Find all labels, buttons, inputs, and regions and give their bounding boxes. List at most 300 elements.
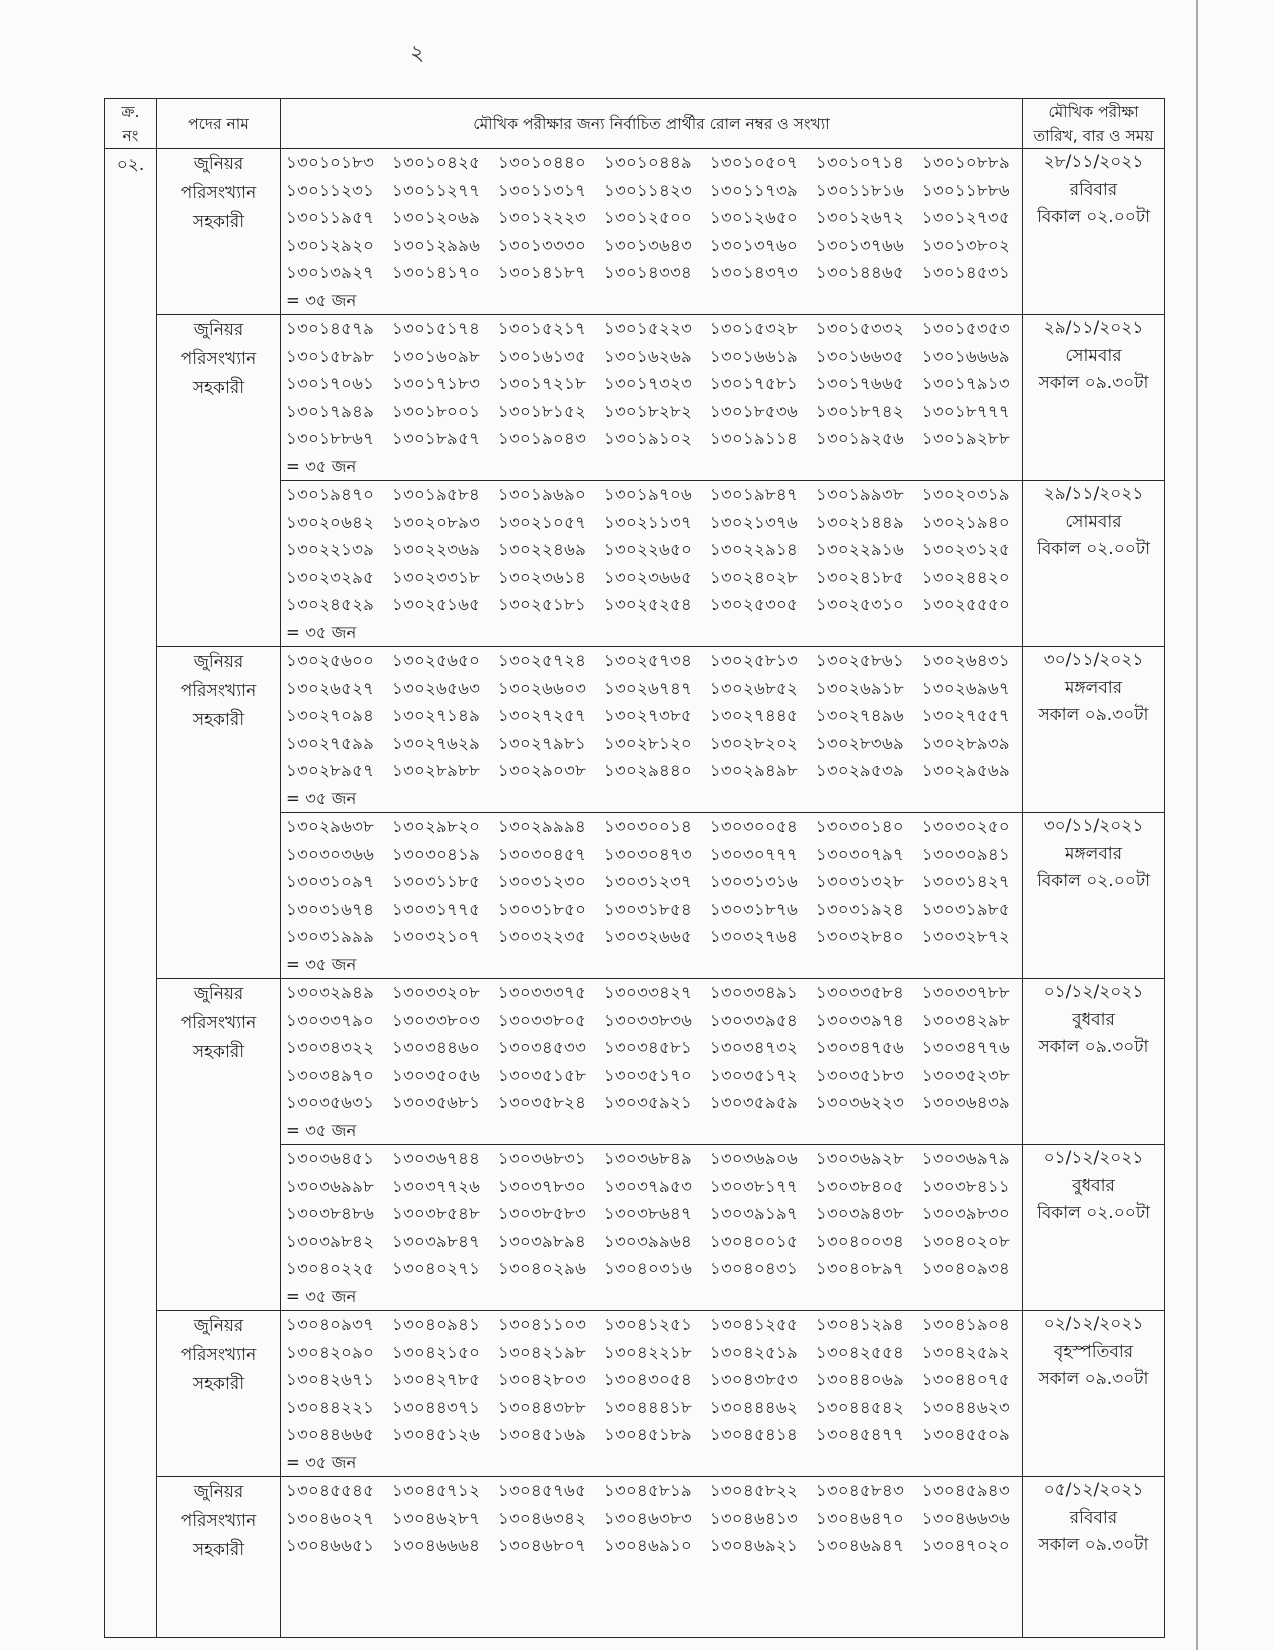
roll-number-line (286, 1034, 1010, 1062)
roll-number: ১৩০৪৫৭৬৫ (497, 1481, 587, 1500)
roll-number: ১৩০১৩৬৪৩ (603, 235, 693, 255)
roll-number: ১৩০২৭৫৯৯ (286, 733, 375, 753)
roll-number: ১৩০২৭৪৪৫ (709, 706, 798, 725)
post-name-line: জুনিয়র (193, 1316, 244, 1336)
schedule-details (1023, 1477, 1164, 1637)
post-name-cell (157, 979, 281, 1311)
roll-number: ১৩০৩৮৫৮৩ (497, 1204, 587, 1223)
roll-number: ১৩০১৬২৬৯ (603, 346, 692, 366)
roll-number: ১৩০১৯৭০৬ (603, 485, 693, 504)
roll-number: ১৩০৩৪৫৩৩ (497, 1038, 587, 1057)
roll-number: ১৩০৩১২৩০ (497, 872, 587, 891)
roll-number-line (286, 757, 1010, 785)
roll-number: ১৩০২৪০২৮ (709, 567, 799, 587)
roll-number: ১৩০২২৯১৬ (815, 540, 905, 559)
roll-number-line (286, 841, 1010, 869)
roll-number: ১৩০৪২৫৯২ (921, 1342, 1010, 1362)
post-name-line: জুনিয়র (193, 984, 244, 1004)
roll-number: ১৩০৪৪৫৪২ (815, 1397, 904, 1417)
roll-number: ১৩০৪৫৫৪৫ (286, 1481, 375, 1500)
roll-number: ১৩০২২৪৬৯ (497, 540, 587, 559)
roll-number: ১৩০২৫৮৬১ (815, 651, 904, 670)
roll-number: ১৩০৪২০৯০ (286, 1342, 375, 1362)
roll-number: ১৩০১৯৪৭০ (286, 485, 375, 504)
roll-number: ১৩০৪৫৫০৯ (921, 1425, 1010, 1444)
roll-number: ১৩০২১১৩৭ (603, 512, 693, 532)
roll-number-line (286, 1089, 1010, 1117)
schedule-day: সোমবার (1065, 511, 1122, 532)
serial-cell (105, 149, 157, 1638)
roll-number: ১৩০১৪৩৩৪ (603, 263, 693, 282)
roll-number: ১৩০৩০৩৬৬ (286, 844, 375, 864)
roll-number-line (286, 730, 1010, 758)
roll-number-line (286, 1339, 1010, 1367)
roll-number: ১৩০২৪১৮৫ (815, 567, 904, 587)
roll-number-line (286, 1477, 1010, 1505)
oral-exam-schedule-table (104, 98, 1165, 1638)
roll-number: ১৩০১৯১১৪ (709, 429, 799, 448)
roll-number: ১৩০৪৬৯২১ (709, 1536, 799, 1555)
roll-number-line (286, 149, 1010, 177)
roll-number-line (286, 232, 1010, 260)
roll-number: ১৩০২৯০৩৮ (497, 761, 587, 780)
serial-header (105, 99, 157, 149)
roll-number: ১৩০৩১৭৭৫ (391, 899, 481, 919)
roll-number: ১৩০৪২৫৫৪ (815, 1342, 904, 1362)
roll-number: ১৩০৩৬৮৪৯ (603, 1149, 693, 1168)
roll-number: ১৩০৩৬৯২৮ (815, 1149, 904, 1168)
roll-number: ১৩০৩০৯৪১ (921, 844, 1010, 864)
schedule-day: রবিবার (1069, 1507, 1118, 1528)
roll-number-list (281, 149, 1022, 314)
roll-number: ১৩০১৯০৪৩ (497, 429, 587, 448)
roll-number: ১৩০১২৬৭২ (815, 208, 904, 227)
roll-number: ১৩০৪২৮০৩ (497, 1370, 587, 1389)
post-name-cell (157, 315, 281, 647)
roll-number-line (286, 259, 1010, 287)
roll-number-line (286, 370, 1010, 398)
roll-number: ১৩০১১৩১৭ (497, 180, 587, 200)
roll-number: ১৩০১২৯২০ (286, 235, 375, 255)
roll-number-line (286, 1255, 1010, 1283)
schedule-cell (1023, 1311, 1165, 1477)
roll-number: ১৩০৩৩২০৮ (391, 983, 481, 1002)
roll-number: ১৩০১৯২৫৬ (815, 429, 905, 448)
roll-number: ১৩০১৩৯২৭ (286, 263, 375, 282)
roll-number: ১৩০৪৪০৭৫ (921, 1370, 1010, 1389)
roll-number: ১৩০৪২১৯৮ (497, 1342, 587, 1362)
roll-number: ১৩০২৫৫৫০ (921, 595, 1010, 614)
roll-number: ১৩০১৭৬৬৫ (815, 374, 904, 393)
roll-number: ১৩০১৩৩৩০ (497, 235, 587, 255)
roll-number: ১৩০৪০৮৯৭ (815, 1259, 905, 1278)
roll-number-line (286, 1145, 1010, 1173)
roll-number: ১৩০১৪৩৭৩ (709, 263, 799, 282)
roll-number-list (281, 1145, 1022, 1310)
roll-number: ১৩০২৫৭২৪ (497, 651, 587, 670)
roll-number: ১৩০৪০২৯৬ (497, 1259, 587, 1278)
roll-number-line (286, 536, 1010, 564)
roll-number: ১৩০৪১১০৩ (497, 1315, 587, 1334)
roll-number-list (281, 1311, 1022, 1476)
roll-number: ১৩০১৮৭৪২ (815, 401, 904, 421)
post-name-cell (157, 1311, 281, 1477)
roll-number: ১৩০৩৮৪৮৬ (286, 1204, 375, 1223)
roll-number: ১৩০২৮২০২ (709, 733, 799, 753)
roll-number: ১৩০৩৯৮৪২ (286, 1231, 375, 1251)
roll-number: ১৩০৩২৮৭২ (921, 927, 1010, 946)
roll-number: ১৩০৩৮৬৪৭ (603, 1204, 693, 1223)
roll-number: ১৩০১৬৬৩৫ (815, 346, 904, 366)
roll-number: ১৩০১৭২১৮ (497, 374, 587, 393)
roll-number: ১৩০৪২২১৮ (603, 1342, 693, 1362)
roll-number: ১৩০১৮৭৭৭ (921, 401, 1010, 421)
roll-number: ১৩০৩৪৭৩২ (709, 1038, 799, 1057)
roll-number: ১৩০৩৪২৯৮ (921, 1010, 1010, 1030)
roll-number: ১৩০৩৬৮৩১ (497, 1149, 587, 1168)
post-name-line: সহকারী (192, 212, 245, 232)
roll-number: ১৩০৪০২২৫ (286, 1259, 375, 1278)
roll-number: ১৩০৪৬০২৭ (286, 1508, 375, 1528)
roll-number: ১৩০১৯১০২ (603, 429, 693, 448)
roll-number: ১৩০৪৫৪১৪ (709, 1425, 798, 1444)
roll-number: ১৩০১৪১৭০ (392, 263, 481, 282)
roll-number: ১৩০৩৩৭৯০ (286, 1010, 375, 1030)
roll-number: ১৩০২৯৪৯৮ (709, 761, 799, 780)
schedule-cell (1023, 1477, 1165, 1638)
rolls-header (281, 99, 1023, 149)
roll-number: ১৩০১৫৩৩২ (815, 319, 905, 338)
roll-number: ১৩০৩৪৩২২ (286, 1038, 375, 1057)
roll-number: ১৩০৩০৭৯৭ (815, 844, 905, 864)
roll-number-cell (281, 647, 1023, 813)
roll-number: ১৩০২৮৯৫৭ (286, 761, 375, 780)
roll-number: ১৩০২৬৬০৩ (497, 678, 587, 698)
schedule-header-line: মৌখিক পরীক্ষা (1048, 102, 1139, 121)
schedule-date: ৩০/১১/২০২১ (1043, 650, 1144, 670)
roll-number: ১৩০২৬৮৫২ (709, 678, 799, 698)
roll-number-line (286, 564, 1010, 592)
roll-number: ১৩০২৮৯৩৯ (921, 733, 1010, 753)
roll-number: ১৩০৩১৯২৪ (815, 899, 904, 919)
roll-number: ১৩০২৩৩১৮ (391, 567, 481, 587)
roll-number: ১৩০১২৯৯৬ (391, 235, 481, 255)
roll-number: ১৩০১৩৮০২ (921, 235, 1010, 255)
roll-number: ১৩০২৫২৫৪ (603, 595, 693, 614)
roll-number-line (286, 813, 1010, 841)
schedule-details (1023, 149, 1164, 314)
roll-number: ১৩০৩৬৪৫১ (286, 1149, 375, 1168)
roll-number: ১৩০১২৭৩৫ (921, 208, 1010, 227)
post-name-line: সহকারী (192, 1042, 245, 1062)
roll-number: ১৩০৩৫১৭২ (709, 1065, 799, 1085)
roll-number: ১৩০৩১২৩৭ (603, 872, 693, 891)
schedule-details (1023, 1145, 1164, 1310)
schedule-day: বুধবার (1072, 1009, 1115, 1030)
session-row (105, 647, 1165, 813)
roll-number: ১৩০৪০৪৩১ (709, 1259, 799, 1278)
roll-number: ১৩০১৬০৯৮ (391, 346, 481, 366)
post-name-line: পরিসংখ্যান (180, 1511, 257, 1531)
roll-number: ১৩০৪৬৪৭০ (815, 1508, 904, 1528)
roll-number: ১৩০১৪৪৬৫ (815, 263, 905, 282)
roll-number-line (286, 509, 1010, 537)
roll-number: ১৩০২০৩১৯ (921, 485, 1010, 504)
roll-number: ১৩০৪৪৩৮৮ (497, 1397, 587, 1417)
roll-number: ১৩০২২৬৫০ (603, 540, 693, 559)
roll-number: ১৩০১১৪২৩ (603, 180, 693, 200)
roll-number: ১৩০৩৮১৭৭ (709, 1176, 799, 1196)
roll-number: ১৩০৩৮৪১১ (921, 1176, 1010, 1196)
roll-number: ১৩০৩১৩২৮ (815, 872, 904, 891)
roll-number: ১৩০২২৯১৪ (709, 540, 799, 559)
roll-number: ১৩০৩০৪৫৭ (497, 844, 587, 864)
roll-number: ১৩০৪৬৯১০ (603, 1536, 693, 1555)
roll-number: ১৩০২৭৬২৯ (391, 733, 481, 753)
roll-number: ১৩০৩৫৮২৪ (497, 1093, 587, 1112)
post-name-line: সহকারী (192, 710, 245, 730)
post-name-line: সহকারী (192, 1374, 245, 1394)
session-row (105, 315, 1165, 481)
post-name-line: পরিসংখ্যান (180, 681, 257, 701)
roll-number: ১৩০৪৬৩৮৩ (603, 1508, 693, 1528)
roll-number: ১৩০৩৬৯৭৯ (921, 1149, 1010, 1168)
roll-number-list (281, 647, 1022, 812)
roll-number: ১৩০৪৪৪১৮ (603, 1397, 692, 1417)
roll-number: ১৩০২৯৫৩৯ (815, 761, 904, 780)
roll-number: ১৩০১৬১৩৫ (497, 346, 587, 366)
roll-number: ১৩০১১৮৮৬ (921, 180, 1010, 200)
roll-number: ১৩০৩০৪৭৩ (603, 844, 693, 864)
roll-number: ১৩০৩০১৪০ (815, 817, 904, 836)
roll-number: ১৩০৩১৮৫০ (497, 899, 587, 919)
candidate-count: = ৩৫ জন (286, 788, 357, 808)
serial-header-line: নং (122, 126, 139, 145)
session-row (105, 979, 1165, 1145)
roll-number: ১৩০২৪৫২৯ (286, 595, 375, 614)
candidate-count: = ৩৫ জন (286, 290, 357, 310)
roll-number: ১৩০৪১২৯৪ (815, 1315, 905, 1334)
roll-number: ১৩০৩৩৩৭৫ (497, 983, 587, 1002)
roll-number: ১৩০২৩২৯৫ (286, 567, 375, 587)
roll-number-line (286, 1394, 1010, 1422)
post-name-line: পরিসংখ্যান (180, 1345, 257, 1365)
roll-number: ১৩০৩৮৪০৫ (815, 1176, 905, 1196)
schedule-details (1023, 481, 1164, 646)
roll-number: ১৩০১০৭১৪ (815, 153, 904, 172)
roll-number-line (286, 868, 1010, 896)
roll-number: ১৩০২৫৩১০ (815, 595, 905, 614)
schedule-day: রবিবার (1069, 179, 1118, 200)
header-row (105, 99, 1165, 149)
roll-number-line (286, 647, 1010, 675)
roll-number: ১৩০৪০৯৩৪ (921, 1259, 1010, 1278)
roll-number: ১৩০৪১২৫১ (603, 1315, 693, 1334)
roll-number: ১৩০৩৫৯২১ (603, 1093, 693, 1112)
roll-number-list (281, 813, 1022, 978)
roll-number: ১৩০১৭৩২৩ (603, 374, 693, 393)
roll-number: ১৩০১১৭৩৯ (709, 180, 799, 200)
roll-number-line (286, 481, 1010, 509)
roll-number: ১৩০২৬৭৪৭ (603, 678, 693, 698)
roll-number: ১৩০১২৫০০ (603, 208, 693, 227)
schedule-time: বিকাল ০২.০০টা (1036, 539, 1151, 559)
schedule-cell (1023, 315, 1165, 481)
roll-number: ১৩০৩৫২৩৮ (921, 1065, 1010, 1085)
roll-number: ১৩০৩৪৭৫৬ (815, 1038, 904, 1057)
roll-number: ১৩০৩৯৪৩৮ (815, 1204, 904, 1223)
schedule-date: ২৮/১১/২০২১ (1043, 152, 1144, 172)
roll-number: ১৩০১৪৫৩১ (921, 263, 1010, 282)
schedule-time: বিকাল ০২.০০টা (1036, 1203, 1151, 1223)
schedule-time: সকাল ০৯.৩০টা (1038, 705, 1149, 725)
roll-number: ১৩০৪৪০৬৯ (815, 1370, 904, 1389)
roll-number: ১৩০২৫৬৫০ (391, 651, 481, 670)
schedule-date: ০৫/১২/২০২১ (1043, 1480, 1144, 1500)
roll-number: ১৩০৩৩৭৮৮ (921, 983, 1010, 1002)
roll-number: ১৩০১৪১৮৭ (497, 263, 587, 282)
roll-number: ১৩০৪০০১৫ (709, 1231, 798, 1251)
roll-number: ১৩০১৫১৭৪ (391, 319, 481, 338)
roll-number: ১৩০১৩৭৬০ (709, 235, 799, 255)
roll-number: ১৩০৪৪৪৬২ (709, 1397, 798, 1417)
roll-number: ১৩০১০১৮৩ (286, 153, 375, 172)
roll-number: ১৩০২৮৯৮৮ (391, 761, 481, 780)
roll-number-line (286, 675, 1010, 703)
roll-number: ১৩০৪০৯৪১ (392, 1315, 481, 1334)
post-name-line: পরিসংখ্যান (180, 1013, 257, 1033)
roll-number: ১৩০৩৫০৫৬ (391, 1065, 481, 1085)
roll-number: ১৩০১৮০০১ (391, 401, 481, 421)
roll-number-cell (281, 1145, 1023, 1311)
schedule-rows (105, 149, 1165, 1638)
roll-number: ১৩০২৭১৪৯ (391, 706, 481, 725)
roll-number: ১৩০৩৩৪৯১ (709, 983, 799, 1002)
serial-header-line: ক্র. (121, 102, 140, 121)
roll-number: ১৩০২৫৩০৫ (709, 595, 799, 614)
roll-number: ১৩০৩৯৮৪৭ (391, 1231, 481, 1251)
candidate-count: = ৩৫ জন (286, 1120, 357, 1140)
roll-number: ১৩০৪৬৪১৩ (709, 1508, 799, 1528)
roll-number: ১৩০১৫২১৭ (497, 319, 587, 338)
roll-number: ১৩০৩৩৫৮৪ (815, 983, 904, 1002)
roll-number: ১৩০২৭৯৮১ (497, 733, 587, 753)
roll-number-line (286, 1062, 1010, 1090)
roll-number-line (286, 343, 1010, 371)
roll-number: ১৩০২৫৭৩৪ (603, 651, 693, 670)
roll-number: ১৩০১০৪৪৯ (603, 153, 693, 172)
roll-number: ১৩০৪১২৫৫ (709, 1315, 799, 1334)
roll-number: ১৩০২০৬৪২ (286, 512, 375, 532)
session-row (105, 149, 1165, 315)
schedule-header-line: তারিখ, বার ও সময় (1033, 126, 1154, 145)
post-name-line: জুনিয়র (193, 320, 244, 340)
roll-number: ১৩০১৩৭৬৬ (815, 235, 905, 255)
roll-number: ১৩০২৬৯১৮ (815, 678, 904, 698)
roll-number: ১৩০১৭০৬১ (286, 374, 375, 393)
roll-number: ১৩০৩৩৮০৩ (391, 1010, 481, 1030)
roll-number: ১৩০৪৬২৮৭ (391, 1508, 481, 1528)
roll-number: ১৩০৩৯৮৯৪ (497, 1231, 587, 1251)
scan-edge (1196, 0, 1198, 1650)
candidate-count: = ৩৫ জন (286, 1286, 357, 1306)
roll-number-line (286, 979, 1010, 1007)
roll-number: ১৩০৪৬৬৩৬ (921, 1508, 1010, 1528)
roll-number: ১৩০৪৩০৫৪ (603, 1370, 693, 1389)
roll-number: ১৩০৩১৯৮৫ (921, 899, 1010, 919)
schedule-time: সকাল ০৯.৩০টা (1038, 1037, 1149, 1057)
roll-number: ১৩০৩৬৯৯৮ (286, 1176, 375, 1196)
roll-number: ১৩০২৭২৫৭ (497, 706, 587, 725)
roll-number: ১৩০১১৮১৬ (815, 180, 904, 200)
roll-number-list (281, 315, 1022, 480)
roll-number-line (286, 1311, 1010, 1339)
roll-number: ১৩০২৯৬৩৮ (286, 817, 375, 836)
roll-number: ১৩০২৯৯৯৪ (497, 817, 587, 836)
roll-number-line (286, 923, 1010, 951)
roll-number: ১৩০১১২৭৭ (391, 180, 481, 200)
roll-number: ১৩০৩৪৪৬০ (391, 1038, 481, 1057)
roll-number: ১৩০৪৫৮৪৩ (815, 1481, 904, 1500)
roll-number: ১৩০৪৪৬৬৫ (286, 1425, 375, 1444)
roll-number: ১৩০৩৬২২৩ (815, 1093, 904, 1112)
post-name-cell (157, 647, 281, 979)
schedule-day: সোমবার (1065, 345, 1122, 366)
roll-number-line (286, 398, 1010, 426)
roll-number: ১৩০১০৪৪০ (497, 153, 587, 172)
schedule-cell (1023, 979, 1165, 1145)
post-name-line: পরিসংখ্যান (180, 349, 257, 369)
roll-number: ১৩০২৬৯৬৭ (921, 678, 1010, 698)
candidate-count: = ৩৫ জন (286, 954, 357, 974)
roll-number-list (281, 481, 1022, 646)
roll-number: ১৩০১২৬৫০ (709, 208, 799, 227)
roll-number: ১৩০৪৫১২৬ (391, 1425, 481, 1444)
roll-number: ১৩০৩৫১৭০ (603, 1065, 693, 1085)
roll-number: ১৩০২৫১৬৫ (391, 595, 481, 614)
roll-number: ১৩০১৮৮৬৭ (286, 429, 375, 448)
roll-number: ১৩০৪০৯৩৭ (286, 1315, 375, 1334)
schedule-day: বৃহস্পতিবার (1053, 1341, 1134, 1362)
roll-number: ১৩০৩১০৯৭ (286, 872, 375, 891)
post-name-line: পরিসংখ্যান (180, 183, 257, 203)
schedule-details (1023, 813, 1164, 978)
roll-number: ১৩০৩৮৫৪৮ (391, 1204, 481, 1223)
roll-number: ১৩০৩৩৮০৫ (497, 1010, 587, 1030)
roll-number: ১৩০১৮৫৩৬ (709, 401, 798, 421)
roll-number: ১৩০৩৪৯৭০ (286, 1065, 375, 1085)
roll-number: ১৩০৪৬৩৪২ (497, 1508, 587, 1528)
schedule-cell (1023, 813, 1165, 979)
roll-number-line (286, 204, 1010, 232)
post-name-line: জুনিয়র (193, 1482, 244, 1502)
schedule-date: ২৯/১১/২০২১ (1043, 484, 1144, 504)
roll-number: ১৩০৩৯১৯৭ (709, 1204, 799, 1223)
roll-number: ১৩০৩০৭৭৭ (709, 844, 799, 864)
schedule-cell (1023, 647, 1165, 813)
roll-number: ১৩০৩০৪১৯ (392, 844, 481, 864)
roll-number: ১৩০১৯৮৪৭ (709, 485, 798, 504)
roll-number: ১৩০১০৮৮৯ (921, 153, 1010, 172)
schedule-cell (1023, 149, 1165, 315)
roll-number: ১৩০৩২৬৬৫ (603, 927, 693, 946)
schedule-header (1023, 99, 1165, 149)
schedule-details (1023, 315, 1164, 480)
candidate-count: = ৩৫ জন (286, 456, 357, 476)
roll-number: ১৩০৪৪২২১ (286, 1397, 375, 1417)
schedule-day: মঙ্গলবার (1064, 843, 1123, 864)
roll-number-line (286, 1505, 1010, 1533)
